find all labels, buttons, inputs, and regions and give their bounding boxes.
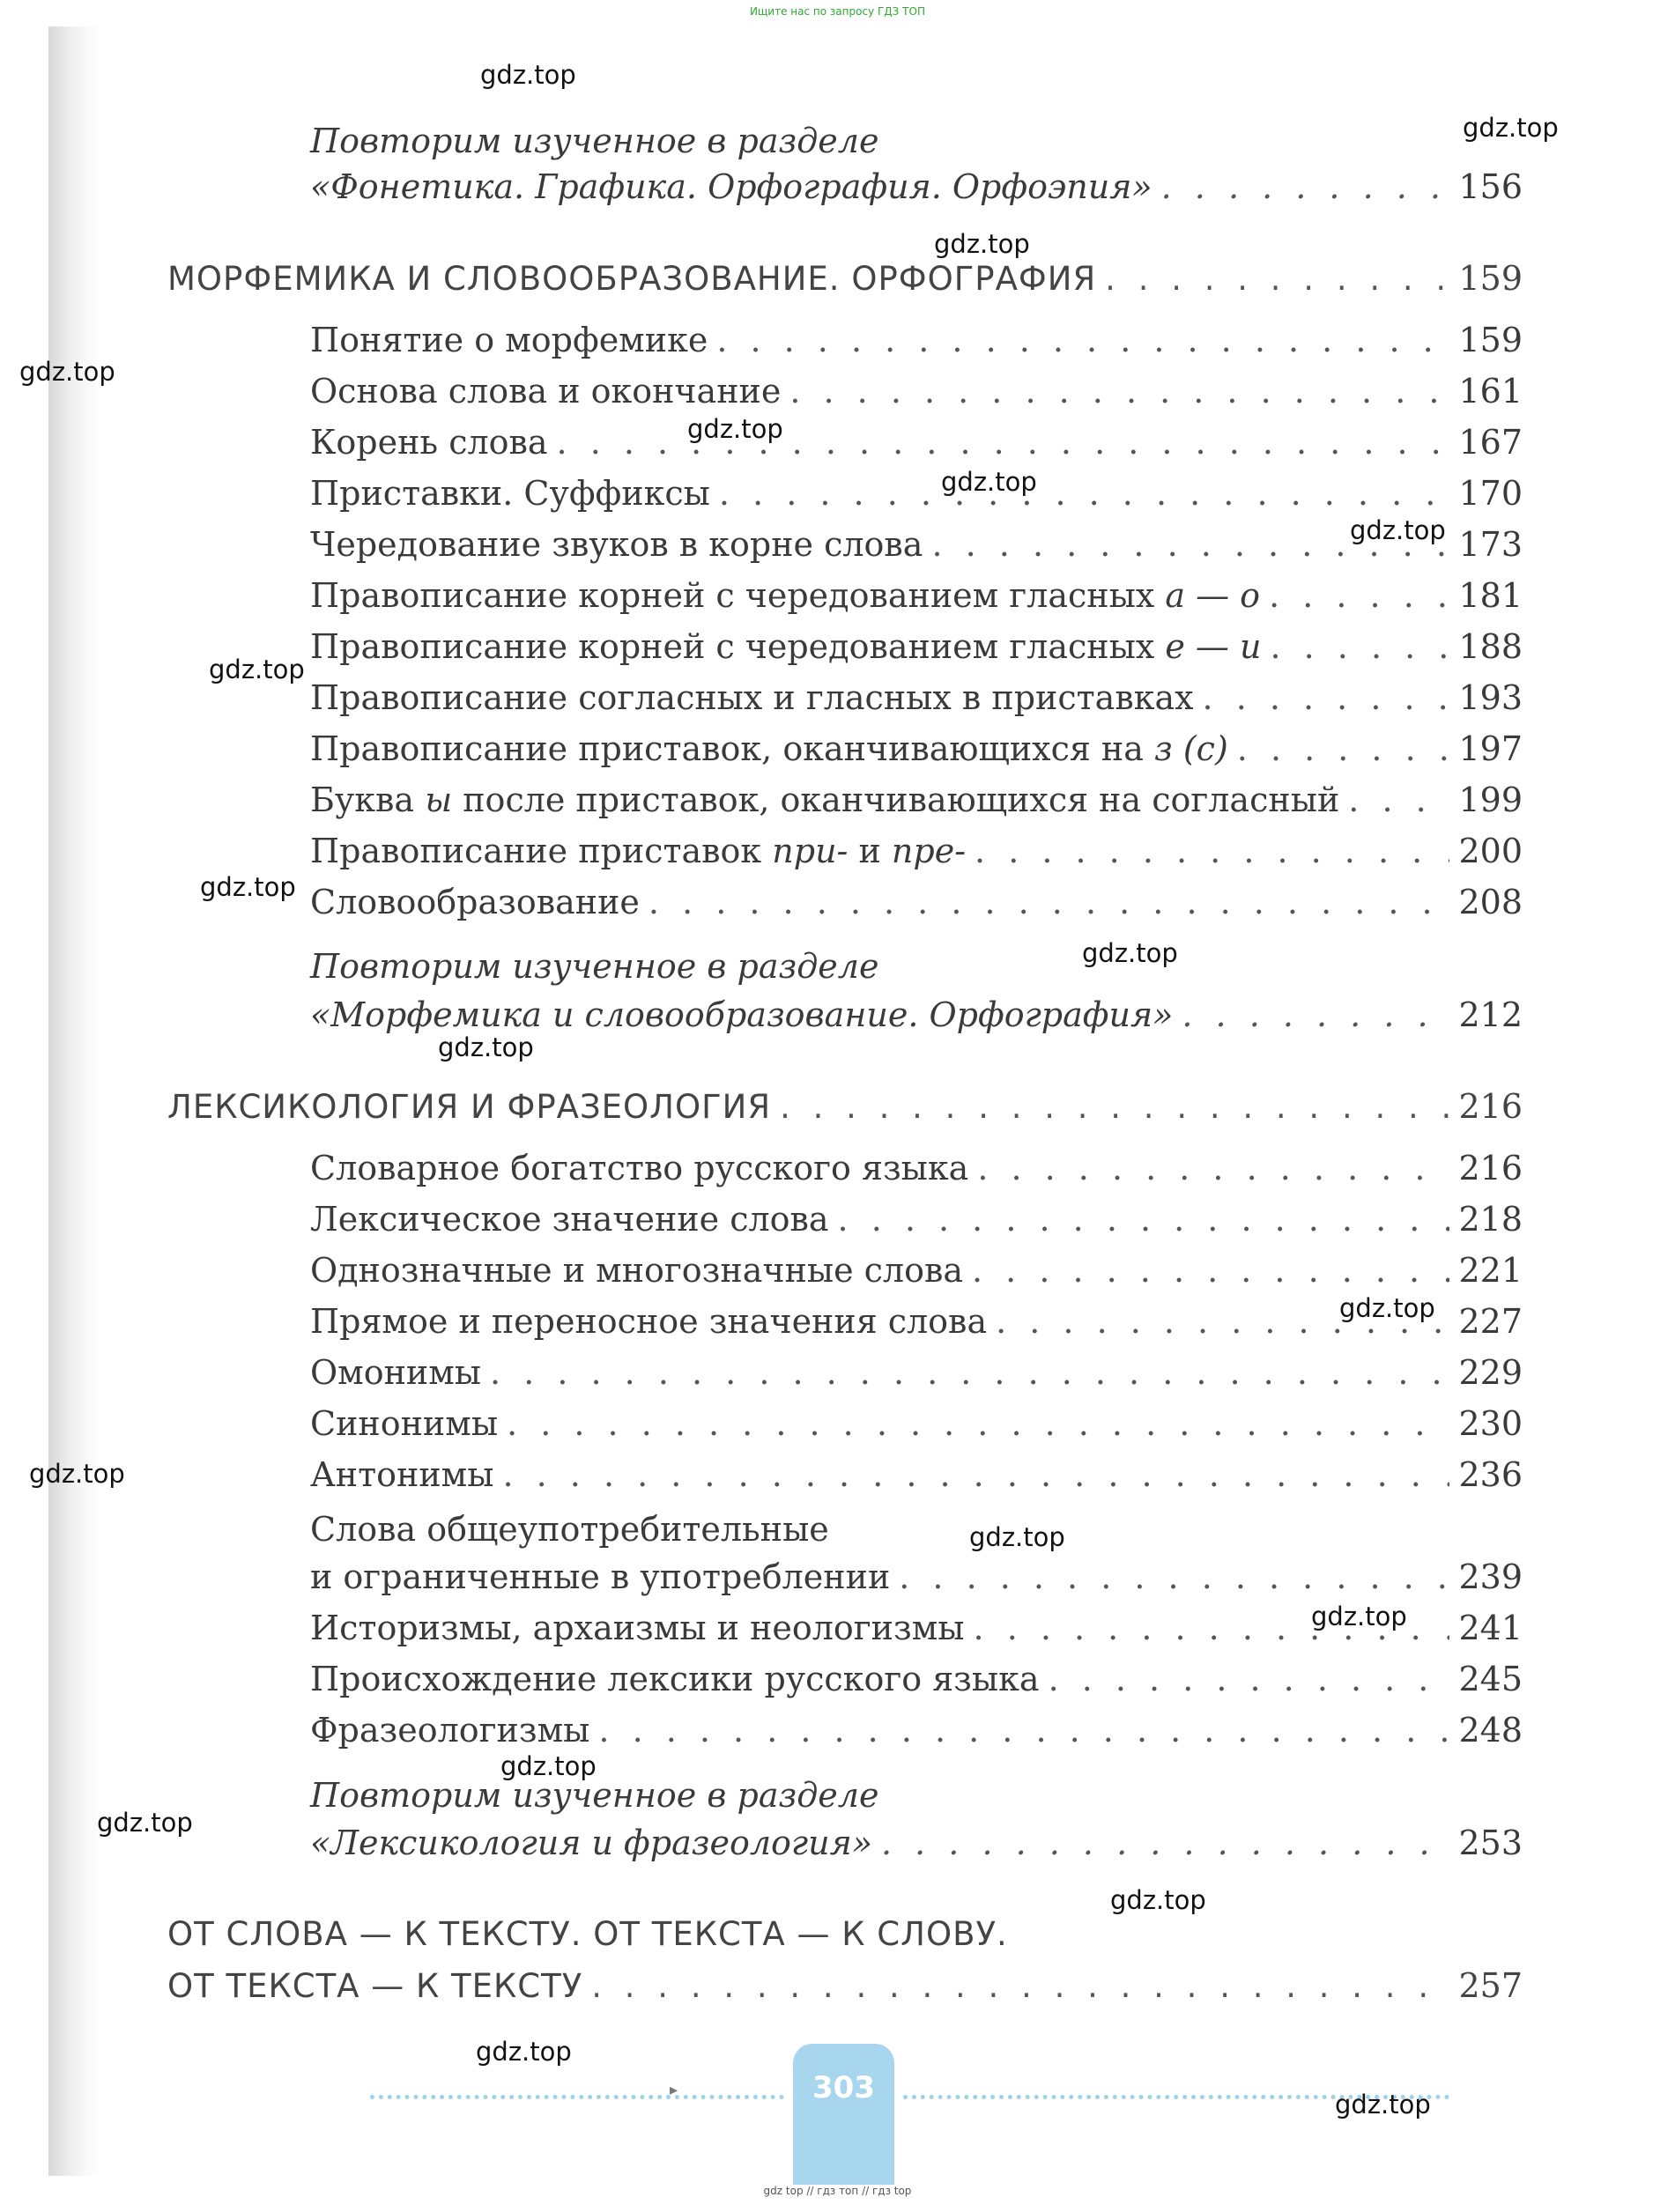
dot-leader: [1182, 995, 1449, 1034]
toc-entry-label: Однозначные и многозначные слова: [310, 1251, 963, 1290]
toc-entry: [310, 1149, 1523, 1198]
toc-entry-label: Синонимы: [310, 1404, 499, 1443]
toc-entry: [310, 678, 1523, 728]
toc-entry-page: 236: [1458, 1455, 1523, 1494]
toc-entry-label-italic: з: [1154, 729, 1173, 768]
toc-entry-label-text: Правописание приставок, оканчивающихся на: [310, 729, 1144, 768]
toc-entry-page: 161: [1458, 372, 1523, 411]
toc-entry-label-text: после приставок, оканчивающихся на согласный: [463, 780, 1340, 819]
toc-entry-page: 193: [1458, 678, 1523, 717]
dot-leader: [977, 1149, 1449, 1187]
toc-entry-label: Понятие о морфемике: [310, 321, 708, 359]
toc-heading-review-1: Повторим изученное в разделе: [310, 122, 879, 160]
toc-entry-label: Лексическое значение слова: [310, 1200, 829, 1239]
toc-entry-label-line1: Слова общеупотребительные: [310, 1510, 829, 1549]
dot-leader: [719, 474, 1450, 513]
toc-entry-label: [310, 576, 1260, 615]
dot-leader: [1270, 627, 1449, 666]
toc-entry: [310, 1353, 1523, 1402]
toc-entry-label: Антонимы: [310, 1455, 494, 1494]
toc-entry-label-italic: при-: [772, 832, 849, 870]
toc-entry-label-text: Правописание корней с чередованием гласных: [310, 576, 1155, 615]
toc-section-page: 257: [1458, 1966, 1523, 2005]
toc-entry-label-italic: пре-: [891, 832, 967, 870]
toc-entry: [310, 474, 1523, 523]
toc-entry-label: Историзмы, архаизмы и неологизмы: [310, 1609, 965, 1647]
watermark: gdz.top: [1463, 113, 1559, 143]
watermark: gdz.top: [19, 357, 115, 387]
dot-leader: [490, 1353, 1449, 1392]
toc-entry: [310, 1711, 1523, 1760]
toc-entry-page: 170: [1458, 474, 1523, 513]
toc-section-morphemics: [167, 259, 1523, 308]
toc-entry-label: [310, 832, 966, 870]
toc-entry-page: 216: [1458, 1149, 1523, 1187]
dot-leader: [598, 1711, 1449, 1750]
watermark: gdz.top: [200, 872, 296, 902]
top-note: Ищите нас по запросу ГДЗ ТОП: [750, 5, 925, 18]
toc-entry: [310, 372, 1523, 421]
toc-entry-label: Фразеологизмы: [310, 1711, 590, 1750]
toc-entry-label-text: и: [858, 832, 881, 870]
dot-leader: [716, 321, 1449, 359]
watermark: gdz.top: [438, 1032, 534, 1062]
toc-entry: [310, 729, 1523, 779]
toc-entry-page: 167: [1458, 423, 1523, 462]
toc-entry-label-italic: е — и: [1165, 627, 1262, 666]
toc-entry: [310, 832, 1523, 881]
toc-section-lexicology: [167, 1087, 1523, 1136]
toc-entry-page: 199: [1458, 780, 1523, 819]
toc-section-text-line1: ОТ СЛОВА — К ТЕКСТУ. ОТ ТЕКСТА — К СЛОВУ.: [167, 1915, 1008, 1953]
toc-entry-page: 218: [1458, 1200, 1523, 1239]
toc-section-label: МОРФЕМИКА И СЛОВООБРАЗОВАНИЕ. ОРФОГРАФИЯ: [167, 260, 1097, 298]
toc-entry-page: 200: [1458, 832, 1523, 870]
watermark: gdz.top: [1339, 1293, 1435, 1323]
watermark: gdz.top: [687, 414, 783, 444]
dot-leader: [899, 1557, 1449, 1596]
toc-entry-label: Корень слова: [310, 423, 548, 462]
toc-entry-page: 208: [1458, 883, 1523, 921]
toc-entry-page: 197: [1458, 729, 1523, 768]
watermark: gdz.top: [1350, 515, 1446, 545]
toc-entry-label: Словарное богатство русского языка: [310, 1149, 969, 1187]
toc-entry-label: «Лексикология и фразеология»: [310, 1824, 872, 1862]
toc-section-label: ЛЕКСИКОЛОГИЯ И ФРАЗЕОЛОГИЯ: [167, 1088, 772, 1126]
toc-entry-label: Правописание согласных и гласных в приставках: [310, 678, 1194, 717]
toc-entry-label: Прямое и переносное значения слова: [310, 1302, 988, 1341]
toc-entry: [310, 1660, 1523, 1709]
toc-entry-label: и ограниченные в употреблении: [310, 1557, 891, 1596]
toc-entry: [310, 525, 1523, 574]
dot-leader: [881, 1824, 1449, 1862]
watermark: gdz.top: [969, 1522, 1065, 1552]
toc-entry-label: Чередование звуков в корне слова: [310, 525, 923, 564]
dot-leader: [975, 832, 1449, 870]
toc-entry-label-italic: ы: [425, 780, 453, 819]
dot-leader: [1161, 167, 1450, 206]
toc-entry-label: [310, 729, 1228, 768]
toc-section-label: ОТ ТЕКСТА — К ТЕКСТУ: [167, 1967, 583, 2005]
toc-entry-page: 239: [1458, 1557, 1523, 1596]
toc-entry-page: 156: [1458, 167, 1523, 206]
dot-leader: [838, 1200, 1450, 1239]
toc-entry-page: 227: [1458, 1302, 1523, 1341]
watermark: gdz.top: [29, 1459, 125, 1489]
toc-entry-phonetics-review: [310, 167, 1523, 217]
watermark: gdz.top: [1082, 938, 1178, 968]
dot-leader: [1203, 678, 1450, 717]
toc-entry-label: Происхождение лексики русского языка: [310, 1660, 1040, 1698]
dot-leader: [1105, 260, 1449, 298]
toc-section-text: [167, 1966, 1523, 2016]
dot-leader: [1269, 576, 1449, 615]
toc-heading-review-2: Повторим изученное в разделе: [310, 947, 879, 986]
toc-entry-label-text: Правописание приставок: [310, 832, 762, 870]
toc-entry: [310, 883, 1523, 932]
dot-leader: [502, 1455, 1449, 1494]
toc-entry-lexicology-review: [310, 1824, 1523, 1873]
toc-section-page: 159: [1458, 259, 1523, 298]
toc-entry-page: 173: [1458, 525, 1523, 564]
dot-leader: [591, 1967, 1449, 2005]
toc-entry-label-text: Буква: [310, 780, 415, 819]
toc-entry-label-italic: а — о: [1165, 576, 1261, 615]
watermark: gdz.top: [97, 1808, 193, 1838]
toc-entry: [310, 1200, 1523, 1249]
toc-entry-page: 241: [1458, 1609, 1523, 1647]
toc-entry: [310, 1404, 1523, 1454]
toc-entry-label: Приставки. Суффиксы: [310, 474, 710, 513]
toc-entry-page: 245: [1458, 1660, 1523, 1698]
watermark: gdz.top: [500, 1751, 597, 1781]
toc-entry-label: «Фонетика. Графика. Орфография. Орфоэпия»: [310, 167, 1152, 206]
watermark: gdz.top: [476, 2037, 572, 2067]
dot-leader: [789, 372, 1449, 411]
dot-leader: [1348, 780, 1449, 819]
toc-entry-page: 212: [1458, 995, 1523, 1034]
toc-heading-review-3: Повторим изученное в разделе: [310, 1776, 879, 1815]
watermark: gdz.top: [1335, 2090, 1431, 2120]
toc-entry-page: 253: [1458, 1824, 1523, 1862]
toc-section-page: 216: [1458, 1087, 1523, 1126]
dot-leader: [649, 883, 1450, 921]
toc-entry-page: 159: [1458, 321, 1523, 359]
toc-entry-page: 230: [1458, 1404, 1523, 1443]
toc-entry-label: Словообразование: [310, 883, 640, 921]
toc-entry-page: 188: [1458, 627, 1523, 666]
toc-entry-label: «Морфемика и словообразование. Орфография»: [310, 995, 1174, 1034]
dot-leader: [507, 1404, 1449, 1443]
toc-entry-label-italic: (с): [1182, 729, 1228, 768]
toc-entry: [310, 576, 1523, 625]
watermark: gdz.top: [934, 229, 1030, 259]
toc-entry: [310, 423, 1523, 472]
toc-entry-page: 221: [1458, 1251, 1523, 1290]
watermark: gdz.top: [1311, 1602, 1407, 1631]
toc-entry: [310, 321, 1523, 370]
watermark: gdz.top: [941, 467, 1037, 497]
bottom-note: gdz top // гдз топ // гдз top: [763, 2185, 912, 2197]
toc-entry: [310, 1557, 1523, 1607]
dot-leader: [972, 1251, 1449, 1290]
watermark: gdz.top: [209, 655, 305, 684]
toc-entry: [310, 627, 1523, 677]
toc-entry-label: [310, 780, 1339, 819]
toc-entry-page: 229: [1458, 1353, 1523, 1392]
toc-entry: [310, 780, 1523, 830]
page-number-badge: 303: [793, 2044, 894, 2185]
watermark: gdz.top: [480, 60, 576, 90]
toc-entry: [310, 1455, 1523, 1505]
toc-entry-page: 248: [1458, 1711, 1523, 1750]
toc-entry-label-text: Правописание корней с чередованием гласных: [310, 627, 1155, 666]
page-binding-shadow: [48, 26, 101, 2176]
dot-leader: [1049, 1660, 1450, 1698]
footer-dotted-line-left: [370, 2095, 784, 2099]
watermark: gdz.top: [1110, 1885, 1206, 1915]
toc-entry-label: Омонимы: [310, 1353, 482, 1392]
dot-leader: [780, 1088, 1449, 1126]
dot-leader: [1237, 729, 1450, 768]
footer-arrow-icon: ▸: [670, 2081, 678, 2099]
toc-entry-label: Основа слова и окончание: [310, 372, 782, 411]
toc-entry-page: 181: [1458, 576, 1523, 615]
toc-entry-label: [310, 627, 1261, 666]
